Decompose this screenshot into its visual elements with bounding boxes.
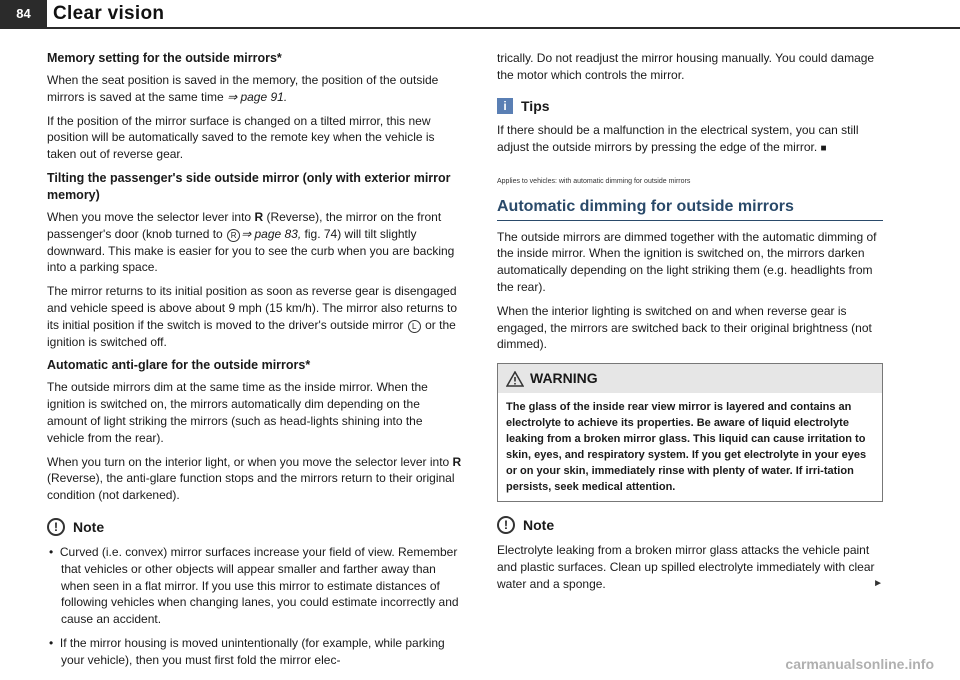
paragraph: When the interior lighting is switched on and when reverse gear is engaged, the mirrors are switched back to their original brightness (not dimmed). [497, 303, 872, 352]
paragraph: The outside mirrors dim at the same time as the inside mirror. When the ignition is switched on, the mirrors automatically dim depending on the amount of light striking the mirrors (such as head-lights shining into the vehicle from the rear). [47, 380, 428, 445]
knob-l-icon: L [408, 320, 421, 333]
section-title-memory: Memory setting for the outside mirrors* [47, 51, 282, 65]
end-mark-icon: ■ [820, 143, 827, 155]
page-number: 84 [0, 0, 47, 27]
tips-heading: i Tips [497, 98, 883, 115]
warning-triangle-icon [506, 371, 524, 387]
paragraph: trically. Do not readjust the mirror housing manually. You could damage the motor which controls the mirror. [497, 51, 875, 82]
header-rule [0, 27, 960, 29]
info-icon: i [497, 98, 513, 114]
knob-r-icon: R [227, 229, 240, 242]
paragraph: If the position of the mirror surface is changed on a tilted mirror, this new position will be automatically saved to the remote key when the vehicle is taken out of reverse gear. [47, 113, 435, 162]
note-icon: ! [497, 516, 515, 534]
right-column [497, 50, 883, 599]
note-icon: ! [47, 518, 65, 536]
note-bullet: • Curved (i.e. convex) mirror surfaces increase your field of view. Remember that vehicles or other objects will appear smaller and farther away than when seen in a flat mirror. If you use this mirror to estimate distances of following vehicles when changing lanes, you could estimate incorrectly and cause an accident. [49, 544, 459, 627]
note-bullet: • If the mirror housing is moved unintentionally (for example, while parking your vehicle), then you must first fold the mirror elec- [49, 635, 445, 667]
paragraph: The mirror returns to its initial position as soon as reverse gear is disengaged and vehicle speed is above about 9 mph (15 km/h). The mirror also returns to its initial position if the switch is moved to the driver's outside mirror L or the ignition is switched off. [47, 284, 457, 349]
section-title-anti-glare: Automatic anti-glare for the outside mirrors* [47, 358, 311, 373]
paragraph: When you turn on the interior light, or when you move the selector lever into R (Reverse), the anti-glare function stops and the mirrors return to their original condition (not darkened). [47, 454, 462, 503]
paragraph: Electrolyte leaking from a broken mirror glass attacks the vehicle paint and plastic surfaces. Clean up spilled electrolyte immediately with clear water and a sponge. ► [497, 542, 883, 591]
warning-text: The glass of the inside rear view mirror is layered and contains an electrolyte to achieve its properties. Be aware of liquid electrolyte leaking from a broken mirror glass. This liquid can cause irritation to skin, eyes, and respiratory system. If you get electrolyte in your eyes or on your skin, immediately rinse with plenty of water. If irri-tation persists, seek medical attention. [506, 400, 867, 493]
page-reference-link[interactable]: ⇒ page 91. [227, 89, 288, 104]
note-heading: ! Note [497, 516, 883, 534]
section-title-auto-dimming: Automatic dimming for outside mirrors [497, 199, 883, 221]
warning-heading: WARNING [498, 364, 882, 393]
paragraph: When you move the selector lever into R (Reverse), the mirror on the front passenger's door (knob turned to R ⇒ page 83, fig. 74) will tilt slightly downward. This make is easier for you to see the curb when you are backing into a parking space. [47, 209, 455, 275]
running-header-title: Clear vision [53, 3, 165, 24]
page-reference-link[interactable]: ⇒ page 83, [241, 226, 302, 241]
paragraph: The outside mirrors are dimmed together with the automatic dimming of the inside mirror. When the ignition is switched on, the mirrors darken automatically depending on the light striking them (e.g. headlights from the rear). [497, 229, 877, 294]
continue-arrow-icon: ► [873, 577, 883, 589]
section-title-tilting: Tilting the passenger's side outside mirror (only with exterior mirror memory) [47, 170, 451, 202]
applies-to-note: Applies to vehicles: with automatic dimming for outside mirrors [497, 177, 691, 185]
warning-box [497, 363, 883, 502]
left-column [47, 50, 463, 676]
paragraph: When the seat position is saved in the memory, the position of the outside mirrors is saved at the same time ⇒ page 91. [47, 73, 439, 104]
watermark: carmanualsonline.info [785, 656, 934, 672]
paragraph: If there should be a malfunction in the electrical system, you can still adjust the outside mirrors by pressing the edge of the mirror. ■ [497, 123, 859, 155]
note-heading: ! Note [47, 518, 463, 536]
